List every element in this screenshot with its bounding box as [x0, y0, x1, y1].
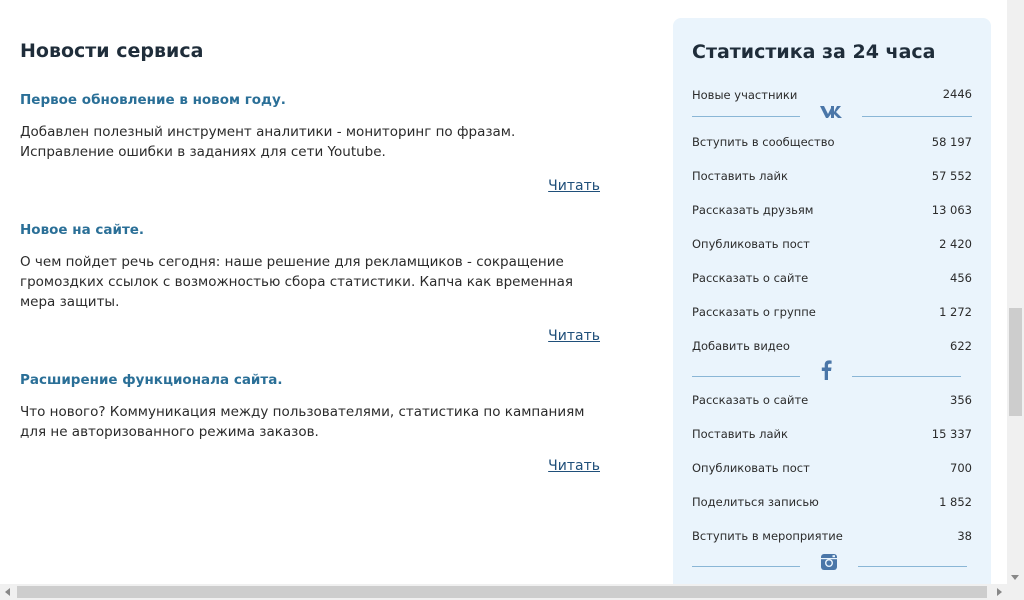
instagram-icon [815, 551, 843, 573]
stat-label: Опубликовать пост [692, 237, 810, 251]
divider [858, 566, 967, 567]
stat-row [692, 461, 972, 481]
stat-value: 58 197 [931, 135, 972, 149]
stat-row [692, 203, 972, 223]
divider [692, 116, 800, 117]
article-title[interactable]: Новое на сайте. [20, 222, 145, 238]
stats-panel [673, 18, 991, 600]
news-article [20, 90, 600, 194]
vk-icon [818, 101, 846, 123]
read-more-link[interactable]: Читать [548, 178, 600, 194]
stat-value: 15 337 [931, 427, 972, 441]
facebook-icon [812, 359, 840, 381]
stat-value: 2446 [942, 87, 972, 101]
stat-label: Рассказать друзьям [692, 203, 814, 217]
scrollbar-thumb[interactable] [1009, 308, 1022, 416]
article-text: Что нового? Коммуникация между пользователями, статистика по кампаниям для не авторизованного режима заказов. [20, 404, 585, 440]
stat-row [692, 237, 972, 257]
article-title[interactable]: Первое обновление в новом году. [20, 92, 286, 108]
divider [852, 376, 961, 377]
stat-label: Поделиться записью [692, 495, 819, 509]
stat-row [692, 393, 972, 413]
stat-label: Поставить лайк [692, 427, 788, 441]
read-more-link[interactable]: Читать [548, 328, 600, 344]
article-text: О чем пойдет речь сегодня: наше решение для рекламщиков - сокращение громоздких ссылок с возможностью сбора статистики. Капча как временная мера защиты. [20, 254, 573, 310]
stat-value: 700 [950, 461, 972, 475]
scroll-down-arrow-icon[interactable] [1011, 575, 1019, 580]
news-article [20, 220, 600, 344]
stat-label: Новые участники [692, 88, 798, 102]
stat-value: 57 552 [931, 169, 972, 183]
stat-row [692, 169, 972, 189]
stat-value: 2 420 [939, 237, 972, 251]
stat-row [692, 495, 972, 515]
vertical-scrollbar[interactable] [1007, 0, 1024, 584]
news-article [20, 370, 600, 474]
scroll-left-arrow-icon[interactable] [5, 588, 10, 596]
stat-label: Добавить видео [692, 339, 790, 353]
stat-value: 356 [950, 393, 972, 407]
stat-label: Рассказать о сайте [692, 393, 809, 407]
read-more-link[interactable]: Читать [548, 458, 600, 474]
stat-value: 622 [950, 339, 972, 353]
divider [692, 376, 800, 377]
article-text: Добавлен полезный инструмент аналитики - мониторинг по фразам. Исправление ошибки в заданиях для сети Youtube. [20, 124, 516, 160]
stat-label: Вступить в сообщество [692, 135, 835, 149]
stats-heading: Статистика за 24 часа [692, 41, 936, 63]
stat-value: 38 [957, 529, 972, 543]
stat-value: 1 272 [939, 305, 972, 319]
divider [862, 116, 972, 117]
stat-label: Опубликовать пост [692, 461, 810, 475]
stat-value: 456 [950, 271, 972, 285]
stat-label: Поставить лайк [692, 169, 788, 183]
divider [692, 566, 800, 567]
stat-row [692, 529, 972, 549]
stat-value: 13 063 [931, 203, 972, 217]
scrollbar-thumb[interactable] [17, 586, 987, 598]
stat-value: 1 852 [939, 495, 972, 509]
stat-label: Вступить в мероприятие [692, 529, 843, 543]
article-title[interactable]: Расширение функционала сайта. [20, 372, 283, 388]
stat-label: Рассказать о группе [692, 305, 816, 319]
news-section [20, 36, 600, 474]
stat-row [692, 339, 972, 359]
scroll-right-arrow-icon[interactable] [997, 588, 1002, 596]
stat-row [692, 305, 972, 325]
stat-row [692, 427, 972, 447]
stat-row [692, 135, 972, 155]
news-heading: Новости сервиса [20, 40, 204, 62]
horizontal-scrollbar[interactable] [0, 584, 1024, 600]
stat-row [692, 271, 972, 291]
stat-label: Рассказать о сайте [692, 271, 809, 285]
